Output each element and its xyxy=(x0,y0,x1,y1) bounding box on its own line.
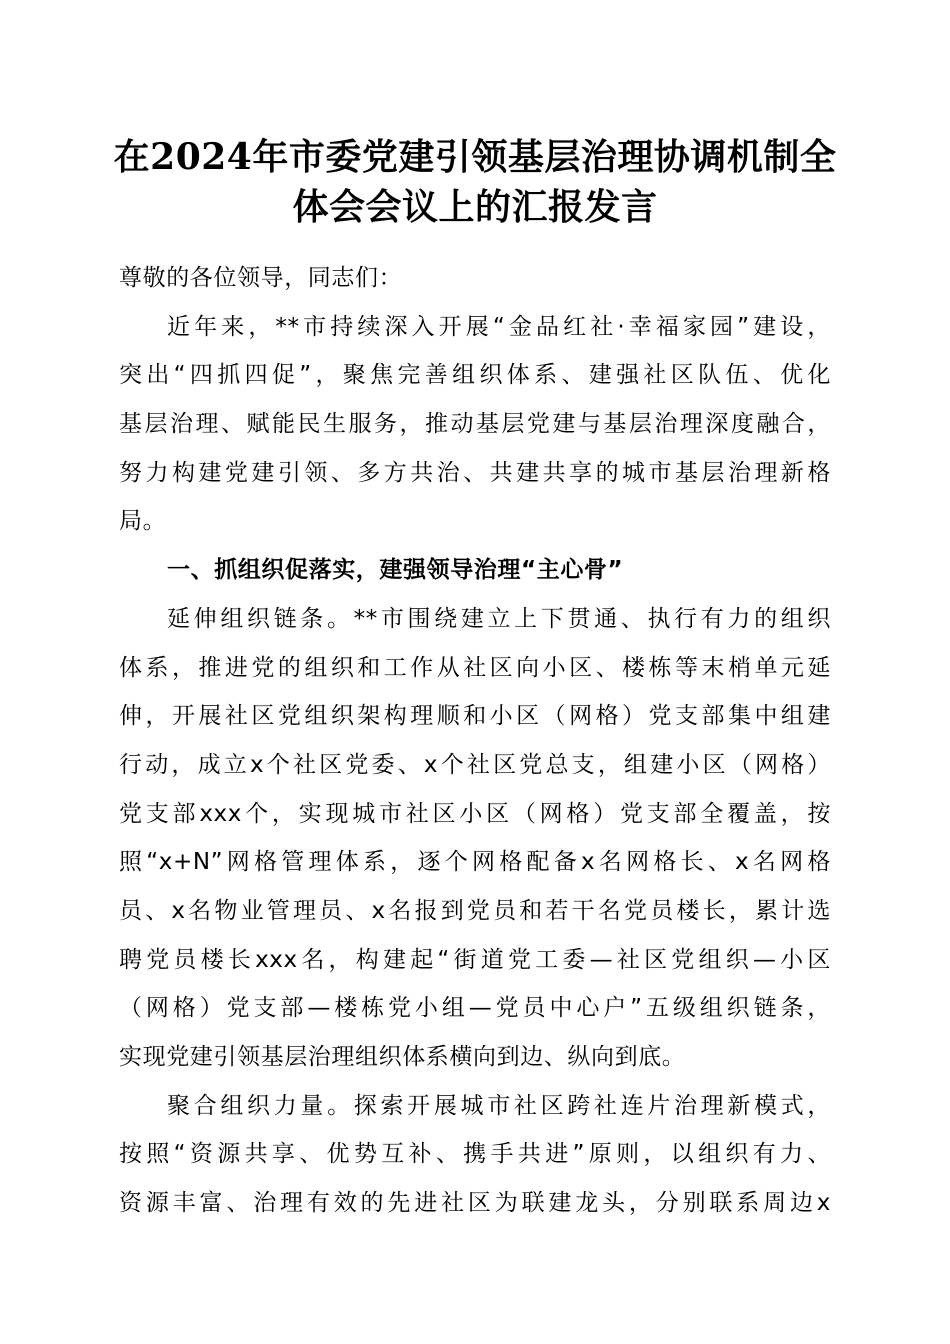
paragraph-line: 员、x名物业管理员、x名报到党员和若干名党员楼长，累计选 xyxy=(119,897,831,924)
paragraph-line: 突出“四抓四促”，聚焦完善组织体系、建强社区队伍、优化 xyxy=(119,362,831,389)
paragraph-line: 照“x+N”网格管理体系，逐个网格配备x名网格长、x名网格 xyxy=(119,849,831,876)
paragraph-line: 体系，推进党的组织和工作从社区向小区、楼栋等末梢单元延 xyxy=(119,654,831,681)
paragraph-line: 聚合组织力量。探索开展城市社区跨社连片治理新模式， xyxy=(167,1092,831,1119)
paragraph-line: 行动，成立x个社区党委、x个社区党总支，组建小区（网格） xyxy=(119,751,831,778)
paragraph-line: （网格）党支部—楼栋党小组—党员中心户”五级组织链条， xyxy=(119,995,831,1022)
paragraph-line: 实现党建引领基层治理组织体系横向到边、纵向到底。 xyxy=(119,1044,686,1070)
paragraph-line: 聘党员楼长xxx名，构建起“街道党工委—社区党组织—小区 xyxy=(119,946,831,973)
section-heading: 一、抓组织促落实，建强领导治理“主心骨” xyxy=(167,557,624,584)
paragraph-line: 按照“资源共享、优势互补、携手共进”原则，以组织有力、 xyxy=(119,1141,831,1168)
document-body xyxy=(119,254,831,1228)
title-line: 在2024年市委党建引领基层治理协调机制全 xyxy=(113,136,837,178)
document-title xyxy=(100,132,850,232)
paragraph-line: 努力构建党建引领、多方共治、共建共享的城市基层治理新格 xyxy=(119,459,831,486)
paragraph-line: 延伸组织链条。**市围绕建立上下贯通、执行有力的组织 xyxy=(167,605,831,632)
paragraph-line: 近年来，**市持续深入开展“金品红社·幸福家园”建设， xyxy=(167,313,831,340)
paragraph-line: 资源丰富、治理有效的先进社区为联建龙头，分别联系周边x xyxy=(119,1190,831,1217)
paragraph-line: 基层治理、赋能民生服务，推动基层党建与基层治理深度融合， xyxy=(119,411,831,438)
paragraph-line: 伸，开展社区党组织架构理顺和小区（网格）党支部集中组建 xyxy=(119,703,831,730)
salutation: 尊敬的各位领导，同志们： xyxy=(119,265,403,291)
paragraph-line: 局。 xyxy=(119,508,167,535)
paragraph-line: 党支部xxx个，实现城市社区小区（网格）党支部全覆盖，按 xyxy=(119,800,831,827)
title-line: 体会会议上的汇报发言 xyxy=(292,186,658,228)
